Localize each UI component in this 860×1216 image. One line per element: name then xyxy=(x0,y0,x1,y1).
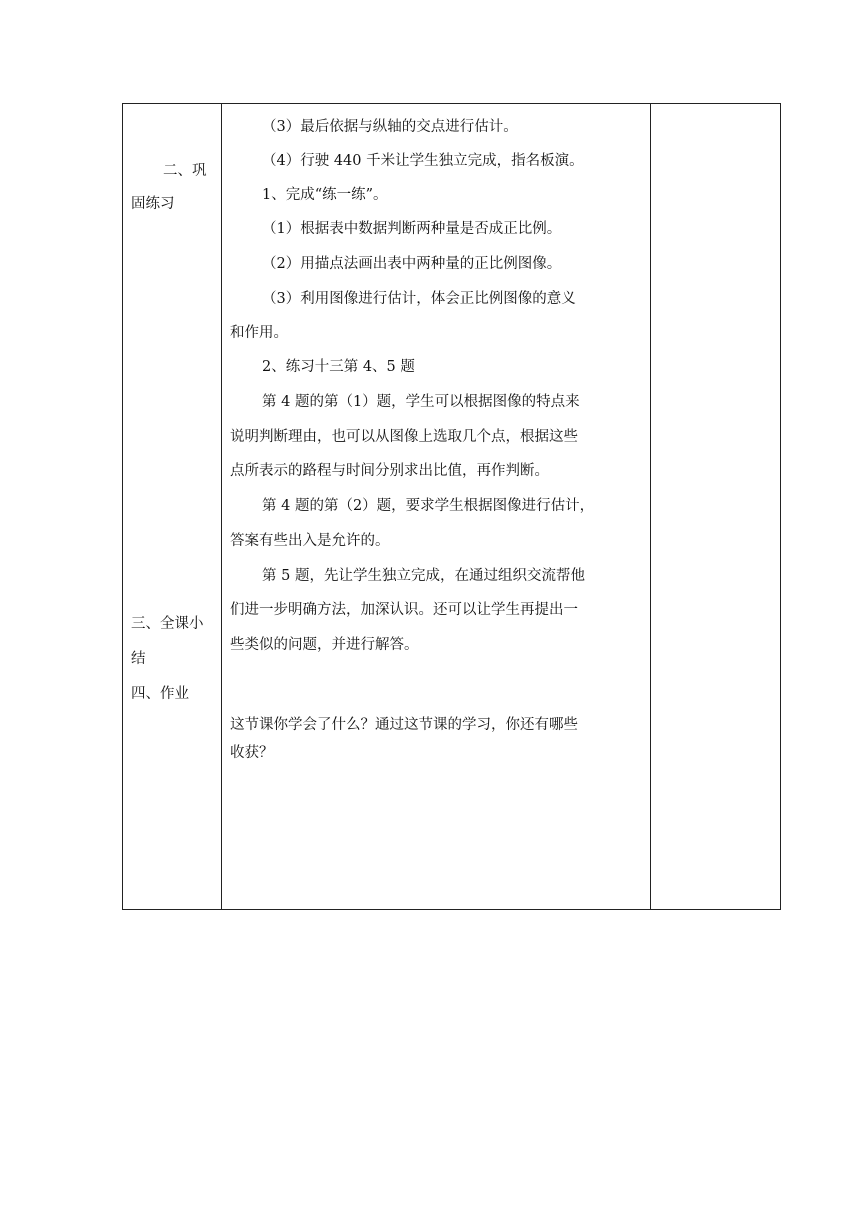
content-line: （3）利用图像进行估计，体会正比例图像的意义 xyxy=(262,291,576,307)
column-divider-1 xyxy=(221,104,222,909)
content-line: 第 4 题的第（2）题，要求学生根据图像进行估计， xyxy=(262,498,595,514)
content-line: （2）用描点法画出表中两种量的正比例图像。 xyxy=(262,256,562,272)
content-line: 收获？ xyxy=(230,745,274,761)
column-divider-2 xyxy=(650,104,651,909)
content-line: 这节课你学会了什么？通过这节课的学习，你还有哪些 xyxy=(230,717,578,733)
content-line: 和作用。 xyxy=(230,325,288,341)
content-line: （3）最后依据与纵轴的交点进行估计。 xyxy=(262,119,518,135)
content-line: 第 4 题的第（1）题，学生可以根据图像的特点来 xyxy=(262,394,580,410)
content-line: 们进一步明确方法，加深认识。还可以让学生再提出一 xyxy=(230,602,578,618)
content-line: 2、练习十三第 4、5 题 xyxy=(262,359,415,375)
section-summary-label: 三、全课小 xyxy=(131,616,204,632)
content-line: （4）行驶 440 千米让学生独立完成，指名板演。 xyxy=(262,153,584,169)
content-line: 说明判断理由，也可以从图像上选取几个点，根据这些 xyxy=(230,429,578,445)
content-line: 点所表示的路程与时间分别求出比值，再作判断。 xyxy=(230,463,549,479)
content-line: 1、完成“练一练”。 xyxy=(262,187,388,203)
content-line: 第 5 题，先让学生独立完成，在通过组织交流帮他 xyxy=(262,568,585,584)
section-consolidation-label-cont: 固练习 xyxy=(131,196,175,212)
section-homework-label: 四、作业 xyxy=(131,686,189,702)
content-line: 答案有些出入是允许的。 xyxy=(230,533,390,549)
section-summary-label-cont: 结 xyxy=(131,651,146,667)
content-line: （1）根据表中数据判断两种量是否成正比例。 xyxy=(262,221,562,237)
section-consolidation-label: 二、巩 xyxy=(163,163,207,179)
content-line: 些类似的问题，并进行解答。 xyxy=(230,637,419,653)
